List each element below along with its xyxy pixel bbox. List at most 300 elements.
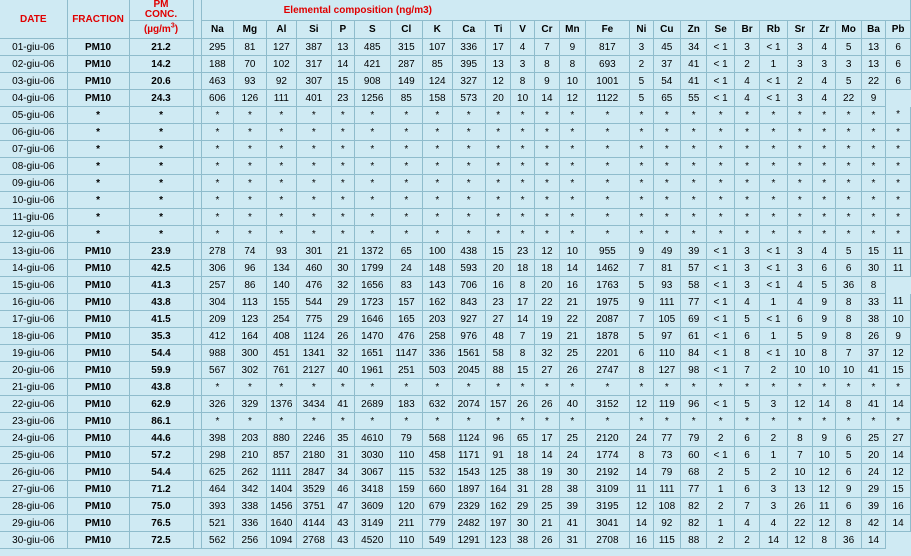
value-cell-al: 134 <box>266 260 296 277</box>
pm-cell: * <box>129 226 193 243</box>
pm-cell: 14.2 <box>129 56 193 73</box>
value-cell-v: 7 <box>511 328 534 345</box>
value-cell-ca: 593 <box>452 260 486 277</box>
value-cell-ti: 16 <box>486 277 511 294</box>
value-cell-mo: * <box>836 226 861 243</box>
value-cell-al: 451 <box>266 345 296 362</box>
value-cell-mg: 123 <box>234 311 267 328</box>
value-cell-pb: * <box>886 141 911 158</box>
value-cell-zn: 57 <box>681 260 707 277</box>
value-cell-zr: 8 <box>813 345 836 362</box>
value-cell-pb: 11 <box>886 243 911 260</box>
value-cell-ba: * <box>861 107 885 124</box>
value-cell-fe: * <box>585 413 630 430</box>
spacer-cell <box>193 209 201 226</box>
value-cell-s: 1723 <box>355 294 391 311</box>
value-cell-pb: * <box>886 192 911 209</box>
value-cell-fe: 955 <box>585 243 630 260</box>
value-cell-cu: 127 <box>653 362 680 379</box>
value-cell-cl: 315 <box>390 39 423 56</box>
element-header-al: Al <box>266 21 296 39</box>
value-cell-na: * <box>201 209 234 226</box>
value-cell-s: * <box>355 379 391 396</box>
value-cell-fe: * <box>585 192 630 209</box>
pm-unit-sup: 3 <box>170 22 175 30</box>
value-cell-p: * <box>331 141 354 158</box>
value-cell-ni: * <box>630 158 653 175</box>
value-cell-pb: * <box>886 158 911 175</box>
value-cell-rb: * <box>760 124 787 141</box>
value-cell-cr: * <box>534 175 559 192</box>
fraction-cell: PM10 <box>67 90 129 107</box>
value-cell-mn: 41 <box>560 515 585 532</box>
value-cell-p: 26 <box>331 328 354 345</box>
value-cell-k: 107 <box>423 39 452 56</box>
fraction-cell: PM10 <box>67 464 129 481</box>
value-cell-k: 632 <box>423 396 452 413</box>
value-cell-rb: 1 <box>760 56 787 73</box>
pm-cell: 23.9 <box>129 243 193 260</box>
value-cell-br: 3 <box>734 260 759 277</box>
value-cell-se: 1 <box>707 481 734 498</box>
value-cell-br: 7 <box>734 498 759 515</box>
value-cell-ca: 2482 <box>452 515 486 532</box>
table-row <box>0 413 911 430</box>
value-cell-v: * <box>511 413 534 430</box>
value-cell-ca: * <box>452 413 486 430</box>
pm-cell: 24.3 <box>129 90 193 107</box>
value-cell-cl: * <box>390 175 423 192</box>
value-cell-cr: 14 <box>534 90 559 107</box>
value-cell-cl: 159 <box>390 481 423 498</box>
value-cell-br: * <box>734 413 759 430</box>
pm-unit <box>129 21 193 39</box>
value-cell-cl: * <box>390 413 423 430</box>
value-cell-zn: 34 <box>681 39 707 56</box>
value-cell-p: * <box>331 192 354 209</box>
fraction-cell: * <box>67 175 129 192</box>
value-cell-si: 2127 <box>297 362 332 379</box>
value-cell-v: * <box>511 379 534 396</box>
value-cell-ni: 5 <box>630 328 653 345</box>
element-header-s: S <box>355 21 391 39</box>
value-cell-na: 464 <box>201 481 234 498</box>
date-cell: 06-giu-06 <box>0 124 67 141</box>
table-row <box>0 345 911 362</box>
value-cell-pb: 16 <box>886 498 911 515</box>
value-cell-s: 1372 <box>355 243 391 260</box>
value-cell-zn: * <box>681 226 707 243</box>
value-cell-se: < 1 <box>707 39 734 56</box>
spacer-cell <box>193 345 201 362</box>
date-cell: 28-giu-06 <box>0 498 67 515</box>
date-cell: 23-giu-06 <box>0 413 67 430</box>
value-cell-si: 4144 <box>297 515 332 532</box>
table-row <box>0 141 911 158</box>
value-cell-ti: * <box>486 141 511 158</box>
value-cell-cr: 14 <box>534 447 559 464</box>
value-cell-cl: 165 <box>390 311 423 328</box>
date-cell: 18-giu-06 <box>0 328 67 345</box>
pm-header <box>129 0 193 21</box>
value-cell-rb: < 1 <box>760 260 787 277</box>
value-cell-sr: * <box>787 209 812 226</box>
value-cell-pb: * <box>886 413 911 430</box>
value-cell-k: * <box>423 209 452 226</box>
value-cell-sr: * <box>787 413 812 430</box>
value-cell-rb: < 1 <box>760 243 787 260</box>
value-cell-mg: * <box>234 158 267 175</box>
value-cell-v: * <box>511 192 534 209</box>
value-cell-si: 2180 <box>297 447 332 464</box>
value-cell-cl: 211 <box>390 515 423 532</box>
value-cell-si: * <box>297 175 332 192</box>
table-row <box>0 328 911 345</box>
value-cell-mg: * <box>234 107 267 124</box>
value-cell-rb: 3 <box>760 481 787 498</box>
table-row <box>0 430 911 447</box>
value-cell-na: 521 <box>201 515 234 532</box>
value-cell-ca: 2074 <box>452 396 486 413</box>
value-cell-na: 567 <box>201 362 234 379</box>
value-cell-br: * <box>734 192 759 209</box>
value-cell-ba: * <box>861 175 885 192</box>
value-cell-rb: * <box>760 379 787 396</box>
table-row <box>0 158 911 175</box>
value-cell-mg: * <box>234 175 267 192</box>
value-cell-zn: 88 <box>681 532 707 549</box>
value-cell-ti: 91 <box>486 447 511 464</box>
element-header-si: Si <box>297 21 332 39</box>
value-cell-zr: 4 <box>813 39 836 56</box>
value-cell-br: * <box>734 107 759 124</box>
value-cell-v: * <box>511 175 534 192</box>
value-cell-s: 1651 <box>355 345 391 362</box>
value-cell-rb: 3 <box>760 498 787 515</box>
value-cell-pb: 15 <box>886 481 911 498</box>
value-cell-mg: 81 <box>234 39 267 56</box>
value-cell-ni: 9 <box>630 243 653 260</box>
value-cell-ni: 14 <box>630 515 653 532</box>
value-cell-zr: 5 <box>813 277 836 294</box>
value-cell-cr: 12 <box>534 243 559 260</box>
value-cell-na: 625 <box>201 464 234 481</box>
value-cell-cr: * <box>534 107 559 124</box>
spacer-cell <box>193 260 201 277</box>
value-cell-na: * <box>201 124 234 141</box>
value-cell-s: * <box>355 192 391 209</box>
value-cell-cu: 77 <box>653 430 680 447</box>
value-cell-mn: 25 <box>560 345 585 362</box>
value-cell-mn: 40 <box>560 396 585 413</box>
date-cell: 17-giu-06 <box>0 311 67 328</box>
value-cell-fe: 2747 <box>585 362 630 379</box>
value-cell-mn: 9 <box>560 39 585 56</box>
spacer-cell <box>193 141 201 158</box>
value-cell-v: 3 <box>511 56 534 73</box>
value-cell-mo: * <box>836 107 861 124</box>
value-cell-br: * <box>734 226 759 243</box>
value-cell-mo: * <box>836 209 861 226</box>
table-row <box>0 73 911 90</box>
value-cell-rb: < 1 <box>760 73 787 90</box>
value-cell-si: 1341 <box>297 345 332 362</box>
value-cell-ca: 2045 <box>452 362 486 379</box>
value-cell-se: < 1 <box>707 294 734 311</box>
date-cell: 29-giu-06 <box>0 515 67 532</box>
value-cell-cr: * <box>534 413 559 430</box>
value-cell-fe: 3195 <box>585 498 630 515</box>
value-cell-si: 2847 <box>297 464 332 481</box>
value-cell-rb: < 1 <box>760 345 787 362</box>
value-cell-v: 26 <box>511 396 534 413</box>
value-cell-cr: 8 <box>534 56 559 73</box>
value-cell-al: 1640 <box>266 515 296 532</box>
value-cell-p: 34 <box>331 464 354 481</box>
value-cell-mo: 6 <box>836 430 861 447</box>
value-cell-s: 3609 <box>355 498 391 515</box>
fraction-cell: * <box>67 226 129 243</box>
value-cell-ti: 88 <box>486 362 511 379</box>
value-cell-ba: 29 <box>861 481 885 498</box>
value-cell-ca: * <box>452 141 486 158</box>
value-cell-sr: 7 <box>787 447 812 464</box>
value-cell-ti: * <box>486 158 511 175</box>
value-cell-br: 4 <box>734 90 759 107</box>
value-cell-mg: 74 <box>234 243 267 260</box>
value-cell-fe: * <box>585 124 630 141</box>
value-cell-br: 6 <box>734 481 759 498</box>
value-cell-zr: 4 <box>813 90 836 107</box>
value-cell-mg: 262 <box>234 464 267 481</box>
value-cell-fe: 1763 <box>585 277 630 294</box>
value-cell-pb: * <box>886 379 911 396</box>
value-cell-cu: 81 <box>653 260 680 277</box>
value-cell-na: 306 <box>201 260 234 277</box>
value-cell-v: 31 <box>511 481 534 498</box>
date-cell: 25-giu-06 <box>0 447 67 464</box>
spacer-cell <box>193 107 201 124</box>
table-row <box>0 515 911 532</box>
value-cell-ni: * <box>630 107 653 124</box>
value-cell-na: 304 <box>201 294 234 311</box>
pm-cell: 21.2 <box>129 39 193 56</box>
fraction-cell: PM10 <box>67 447 129 464</box>
value-cell-al: * <box>266 107 296 124</box>
value-cell-al: 102 <box>266 56 296 73</box>
value-cell-zr: 12 <box>813 464 836 481</box>
date-cell: 12-giu-06 <box>0 226 67 243</box>
value-cell-ni: 9 <box>630 294 653 311</box>
value-cell-mn: * <box>560 141 585 158</box>
value-cell-cu: 108 <box>653 498 680 515</box>
value-cell-ni: 8 <box>630 362 653 379</box>
value-cell-s: 3067 <box>355 464 391 481</box>
value-cell-mg: * <box>234 379 267 396</box>
value-cell-zr: 3 <box>813 56 836 73</box>
spacer-cell <box>193 311 201 328</box>
value-cell-na: 393 <box>201 498 234 515</box>
value-cell-mo: * <box>836 379 861 396</box>
pm-cell: 72.5 <box>129 532 193 549</box>
value-cell-zr: 12 <box>813 481 836 498</box>
value-cell-sr: * <box>787 192 812 209</box>
value-cell-se: < 1 <box>707 328 734 345</box>
value-cell-se: 2 <box>707 498 734 515</box>
value-cell-ca: * <box>452 124 486 141</box>
value-cell-si: * <box>297 209 332 226</box>
fraction-cell: PM10 <box>67 294 129 311</box>
spacer-cell <box>193 90 201 107</box>
fraction-cell: PM10 <box>67 243 129 260</box>
element-header-fe: Fe <box>585 21 630 39</box>
date-cell: 08-giu-06 <box>0 158 67 175</box>
value-cell-zn: 61 <box>681 328 707 345</box>
pm-cell: 41.5 <box>129 311 193 328</box>
value-cell-al: * <box>266 141 296 158</box>
value-cell-cr: 32 <box>534 345 559 362</box>
value-cell-sr: 3 <box>787 39 812 56</box>
value-cell-mn: * <box>560 226 585 243</box>
value-cell-na: 562 <box>201 532 234 549</box>
value-cell-mn: 31 <box>560 532 585 549</box>
value-cell-sr: * <box>787 175 812 192</box>
value-cell-zn: 98 <box>681 362 707 379</box>
value-cell-v: 18 <box>511 260 534 277</box>
value-cell-cl: 115 <box>390 464 423 481</box>
table-row <box>0 396 911 413</box>
spacer-cell <box>193 73 201 90</box>
value-cell-ca: 1561 <box>452 345 486 362</box>
value-cell-mg: * <box>234 124 267 141</box>
value-cell-ti: 197 <box>486 515 511 532</box>
value-cell-pb: 12 <box>886 345 911 362</box>
value-cell-al: 140 <box>266 277 296 294</box>
value-cell-mg: 96 <box>234 260 267 277</box>
value-cell-se: < 1 <box>707 73 734 90</box>
pm-cell: 44.6 <box>129 430 193 447</box>
value-cell-br: 2 <box>734 532 759 549</box>
value-cell-sr: 5 <box>787 328 812 345</box>
value-cell-cu: * <box>653 141 680 158</box>
value-cell-k: * <box>423 226 452 243</box>
value-cell-cl: 24 <box>390 260 423 277</box>
value-cell-zn: * <box>681 192 707 209</box>
value-cell-ni: 5 <box>630 90 653 107</box>
value-cell-ni: * <box>630 192 653 209</box>
value-cell-cl: 149 <box>390 73 423 90</box>
value-cell-ti: 157 <box>486 396 511 413</box>
value-cell-ni: 16 <box>630 532 653 549</box>
value-cell-na: 278 <box>201 243 234 260</box>
value-cell-v: 10 <box>511 90 534 107</box>
value-cell-ni: * <box>630 175 653 192</box>
value-cell-zn: 60 <box>681 447 707 464</box>
value-cell-mg: 338 <box>234 498 267 515</box>
table-row <box>0 124 911 141</box>
value-cell-pb: * <box>886 107 911 124</box>
value-cell-k: 532 <box>423 464 452 481</box>
value-cell-al: * <box>266 413 296 430</box>
value-cell-br: * <box>734 175 759 192</box>
value-cell-cu: * <box>653 226 680 243</box>
table-row <box>0 532 911 549</box>
value-cell-cl: * <box>390 107 423 124</box>
value-cell-ni: 11 <box>630 481 653 498</box>
value-cell-na: 988 <box>201 345 234 362</box>
fraction-cell: * <box>67 107 129 124</box>
fraction-cell: PM10 <box>67 362 129 379</box>
value-cell-fe: 1462 <box>585 260 630 277</box>
value-cell-rb: * <box>760 413 787 430</box>
value-cell-p: 46 <box>331 481 354 498</box>
value-cell-zn: 69 <box>681 311 707 328</box>
value-cell-cr: * <box>534 379 559 396</box>
value-cell-p: 30 <box>331 260 354 277</box>
value-cell-zn: 58 <box>681 277 707 294</box>
value-cell-zr: 9 <box>813 311 836 328</box>
spacer-column <box>193 0 201 39</box>
value-cell-ca: 976 <box>452 328 486 345</box>
value-cell-ba: 33 <box>861 294 885 311</box>
value-cell-ba: 8 <box>861 277 885 294</box>
value-cell-mg: 164 <box>234 328 267 345</box>
value-cell-na: 257 <box>201 277 234 294</box>
value-cell-si: 3434 <box>297 396 332 413</box>
spacer-cell <box>193 396 201 413</box>
value-cell-sr: 10 <box>787 362 812 379</box>
element-header-ni: Ni <box>630 21 653 39</box>
value-cell-p: * <box>331 158 354 175</box>
fraction-cell: * <box>67 124 129 141</box>
value-cell-mn: * <box>560 124 585 141</box>
value-cell-cr: 18 <box>534 260 559 277</box>
value-cell-zr: 8 <box>813 532 836 549</box>
value-cell-se: * <box>707 379 734 396</box>
value-cell-si: * <box>297 141 332 158</box>
value-cell-rb: 1 <box>760 447 787 464</box>
value-cell-sr: 3 <box>787 90 812 107</box>
value-cell-cl: * <box>390 379 423 396</box>
value-cell-k: * <box>423 413 452 430</box>
value-cell-pb: 6 <box>886 56 911 73</box>
value-cell-ni: 5 <box>630 73 653 90</box>
table-row <box>0 107 911 124</box>
value-cell-fe: 2201 <box>585 345 630 362</box>
table-row <box>0 447 911 464</box>
value-cell-zr: * <box>813 124 836 141</box>
value-cell-sr: 3 <box>787 260 812 277</box>
value-cell-ba: * <box>861 413 885 430</box>
value-cell-ni: * <box>630 124 653 141</box>
value-cell-mn: * <box>560 158 585 175</box>
value-cell-cu: * <box>653 379 680 396</box>
value-cell-pb: 14 <box>886 515 911 532</box>
value-cell-s: * <box>355 209 391 226</box>
value-cell-ti: 13 <box>486 56 511 73</box>
value-cell-p: * <box>331 209 354 226</box>
value-cell-ti: 123 <box>486 532 511 549</box>
value-cell-al: * <box>266 379 296 396</box>
value-cell-mo: 8 <box>836 311 861 328</box>
pm-header-line1: PM <box>153 0 169 10</box>
value-cell-al: 1404 <box>266 481 296 498</box>
value-cell-cr: 26 <box>534 532 559 549</box>
value-cell-cl: * <box>390 141 423 158</box>
value-cell-p: 32 <box>331 345 354 362</box>
value-cell-si: * <box>297 379 332 396</box>
date-cell: 16-giu-06 <box>0 294 67 311</box>
